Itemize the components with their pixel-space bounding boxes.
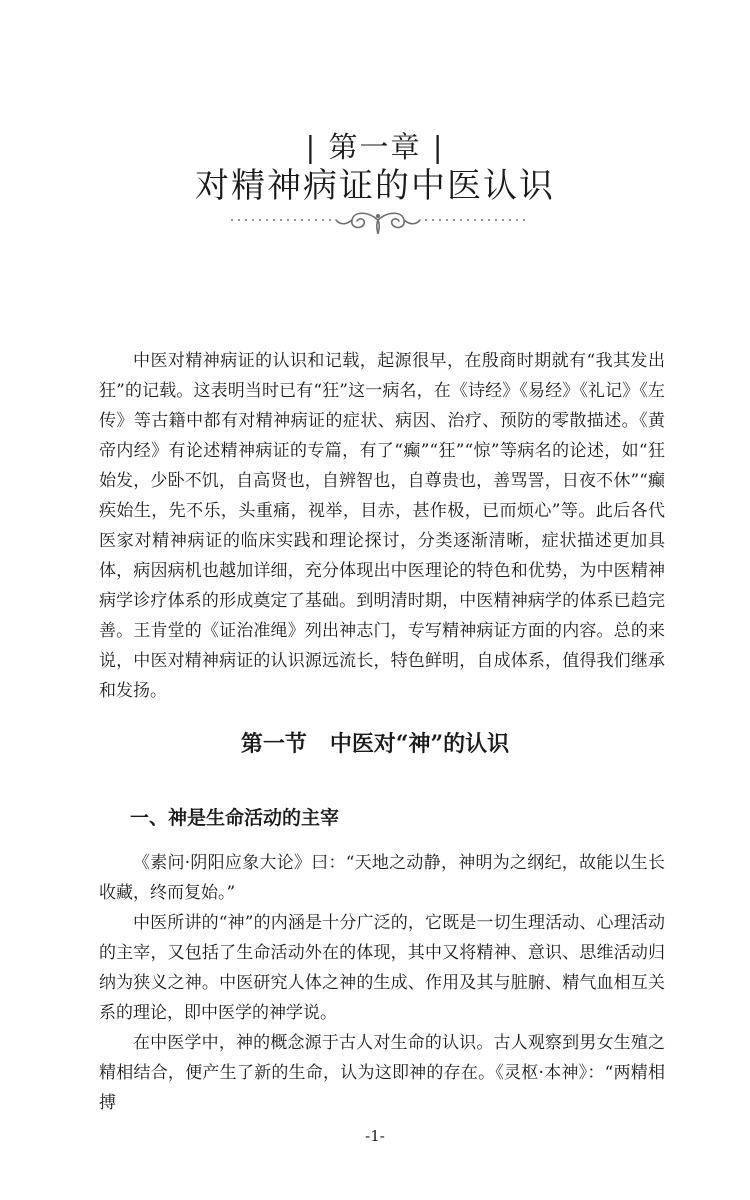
- section-title: 第一节 中医对“神”的认识: [240, 731, 510, 757]
- divider-dots-right: [425, 219, 525, 221]
- body-paragraph: 中医所讲的“神”的内涵是十分广泛的，它既是一切生理活动、心理活动的主宰，又包括了生命活动外在的体现，其中又将精神、意识、思维活动归纳为狭义之神。中医研究人体之神的生成、作用及其与脏腑、精气血相互关系的理论，即中医学的神学说。: [99, 913, 665, 1023]
- subsection-body: [99, 848, 665, 1118]
- body-paragraph: 在中医学中，神的概念源于古人对生命的认识。古人观察到男女生殖之精相结合，便产生了新的生命，认为这即神的存在。《灵枢·本神》：“两精相搏: [99, 1033, 665, 1113]
- body-paragraph: 《素问·阴阳应象大论》曰：“天地之动静，神明为之纲纪，故能以生长收藏，终而复始。”: [99, 853, 665, 903]
- intro-paragraph: 中医对精神病证的认识和记载，起源很早，在殷商时期就有“我其发出狂”的记载。这表明当时已有“狂”这一病名，在《诗经》《易经》《礼记》《左传》等古籍中都有对精神病证的症状、病因、治疗、预防的零散描述。《黄帝内经》有论述精神病证的专篇，有了“癫”“狂”“惊”等病名的论述，如“狂始发，少卧不饥，自高贤也，自辨智也，自尊贵也，善骂詈，日夜不休”“癫疾始生，先不乐，头重痛，视举，目赤，甚作极，已而烦心”等。此后各代医家对精神病证的临床实践和理论探讨，分类逐渐清晰，症状描述更加具体，病因病机也越加详细，充分体现出中医理论的特色和优势，为中医精神病学诊疗体系的形成奠定了基础。到明清时期，中医精神病学的体系已趋完善。王肯堂的《证治准绳》列出神志门，专写精神病证方面的内容。总的来说，中医对精神病证的认识源远流长，特色鲜明，自成体系，值得我们继承和发扬。: [99, 351, 665, 701]
- chapter-label: | 第一章 |: [305, 130, 445, 164]
- chapter-title: 对精神病证的中医认识: [195, 166, 555, 206]
- divider-dots-left: [231, 219, 331, 221]
- subsection-heading: 一、神是生命活动的主宰: [130, 807, 340, 829]
- page-number: -1-: [365, 1127, 385, 1145]
- decorative-divider: [228, 208, 528, 238]
